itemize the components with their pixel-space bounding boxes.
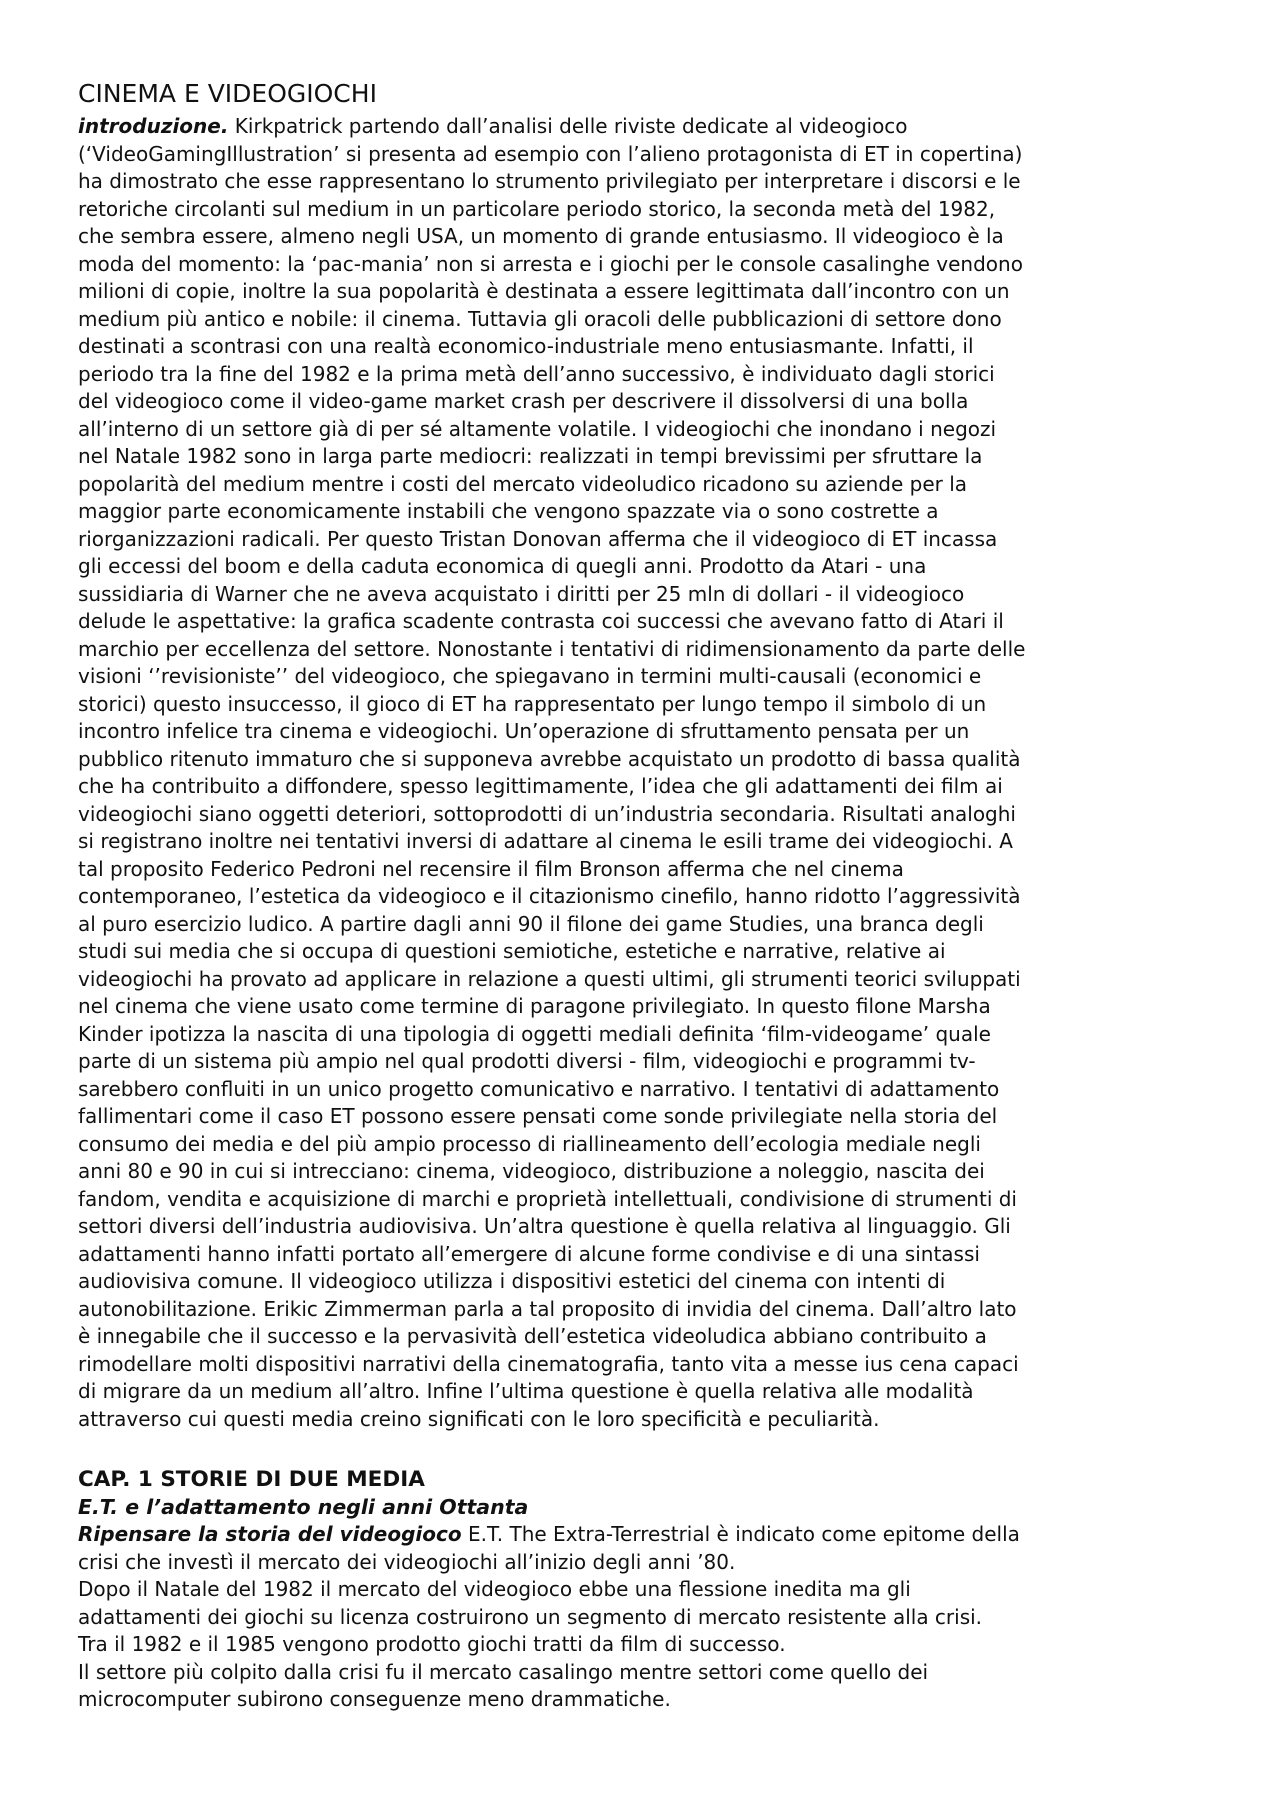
text-line: visioni ‘’revisioniste’’ del videogioco, che spiegavano in termini multi-causali (economici e — [78, 664, 982, 688]
text-line: che sembra essere, almeno negli USA, un momento di grande entusiasmo. Il videogioco è la — [78, 224, 1004, 248]
text-line: storici) questo insuccesso, il gioco di ET ha rappresentato per lungo tempo il simbolo di un — [78, 691, 987, 716]
text-line-content: E.T. The Extra-Terrestrial è indicato come epitome della — [461, 1522, 1020, 1546]
text-line: (‘VideoGamingIllustration’ si presenta ad esempio con l’alieno protagonista di ET in copertina) — [78, 141, 1023, 166]
text-line: sussidiaria di Warner che ne aveva acquistato i diritti per 25 mln di dollari - il videogioco — [78, 581, 965, 606]
text-line: Dopo il Natale del 1982 il mercato del videogioco ebbe una flessione inedita ma gli — [78, 1577, 911, 1601]
text-line: audiovisiva comune. Il videogioco utilizza i dispositivi estetici del cinema con intenti di — [78, 1269, 946, 1293]
text-line: destinati a scontrasi con una realtà economico-industriale meno entusiasmante. Infatti, il — [78, 334, 974, 358]
text-line: è innegabile che il successo e la pervasività dell’estetica videoludica abbiano contribuito a — [78, 1324, 987, 1348]
text-line: milioni di copie, inoltre la sua popolarità è destinata a essere legittimata dall’incontro con un — [78, 279, 1010, 303]
text-line: all’interno di un settore già di per sé altamente volatile. I videogiochi che inondano i negozi — [78, 416, 997, 441]
text-line: anni 80 e 90 in cui si intrecciano: cinema, videogioco, distribuzione a noleggio, nascita dei — [78, 1159, 985, 1183]
text-line: maggior parte economicamente instabili che vengono spazzate via o sono costrette a — [78, 499, 939, 523]
text-line: Tra il 1982 e il 1985 vengono prodotto giochi tratti da film di successo. — [78, 1632, 786, 1656]
text-line: si registrano inoltre nei tentativi inversi di adattare al cinema le esili trame dei videogiochi. A — [78, 829, 1013, 853]
text-line: studi sui media che si occupa di questioni semiotiche, estetiche e narrative, relative ai — [78, 939, 946, 963]
text-line-content: Kirkpatrick partendo dall’analisi delle riviste dedicate al videogioco — [228, 114, 908, 138]
text-line: settori diversi dell’industria audiovisiva. Un’altra questione è quella relativa al linguaggio. Gli — [78, 1214, 1011, 1238]
text-line: parte di un sistema più ampio nel qual prodotti diversi - film, videogiochi e programmi tv- — [78, 1049, 976, 1073]
text-line: marchio per eccellenza del settore. Nonostante i tentativi di ridimensionamento da parte delle — [78, 636, 1026, 661]
text-line: al puro esercizio ludico. A partire dagli anni 90 il filone dei game Studies, una branca degli — [78, 911, 984, 936]
text-line: ha dimostrato che esse rappresentano lo strumento privilegiato per interpretare i discorsi e le — [78, 169, 1021, 193]
text-line: popolarità del medium mentre i costi del mercato videoludico ricadono su aziende per la — [78, 471, 968, 496]
text-line — [78, 1521, 1020, 1549]
text-line: che ha contribuito a diffondere, spesso legittimamente, l’idea che gli adattamenti dei film ai — [78, 774, 1003, 798]
text-line: consumo dei media e del più ampio processo di riallineamento dell’ecologia mediale negli — [78, 1131, 981, 1156]
text-line: del videogioco come il video-game market crash per descrivere il dissolversi di una bolla — [78, 389, 969, 413]
text-line: Kinder ipotizza la nascita di una tipologia di oggetti mediali definita ‘film-videogame’ quale — [78, 1021, 991, 1046]
text-line: rimodellare molti dispositivi narrativi della cinematografia, tanto vita a messe ius cena capaci — [78, 1351, 1019, 1376]
text-line: adattamenti dei giochi su licenza costruirono un segmento di mercato resistente alla crisi. — [78, 1604, 983, 1629]
text-line: crisi che investì il mercato dei videogiochi all’inizio degli anni ’80. — [78, 1549, 736, 1574]
text-line: moda del momento: la ‘pac-mania’ non si arresta e i giochi per le console casalinghe vendono — [78, 251, 1023, 276]
intro-paragraph — [78, 113, 1025, 1433]
text-line: pubblico ritenuto immaturo che si supponeva avrebbe acquistato un prodotto di bassa qualità — [78, 746, 1021, 771]
chapter-subheading: E.T. e l’adattamento negli anni Ottanta — [78, 1495, 529, 1519]
chapter-paragraph — [78, 1521, 1020, 1714]
text-line: videogiochi siano oggetti deteriori, sottoprodotti di un’industria secondaria. Risultati analoghi — [78, 801, 1016, 826]
text-line: nel Natale 1982 sono in larga parte mediocri: realizzati in tempi brevissimi per sfruttare la — [78, 444, 983, 468]
text-line: riorganizzazioni radicali. Per questo Tristan Donovan afferma che il videogioco di ET incassa — [78, 526, 998, 551]
text-line: medium più antico e nobile: il cinema. Tuttavia gli oracoli delle pubblicazioni di settore dono — [78, 306, 1002, 331]
text-line: delude le aspettative: la grafica scadente contrasta coi successi che avevano fatto di Atari il — [78, 609, 1004, 633]
text-line: fandom, vendita e acquisizione di marchi e proprietà intellettuali, condivisione di strumenti di — [78, 1186, 1017, 1211]
text-line: retoriche circolanti sul medium in un particolare periodo storico, la seconda metà del 1982, — [78, 196, 996, 221]
document-title: CINEMA E VIDEOGIOCHI — [78, 79, 377, 108]
text-line: di migrare da un medium all’altro. Infine l’ultima questione è quella relativa alle modalità — [78, 1379, 974, 1403]
text-line: gli eccessi del boom e della caduta economica di quegli anni. Prodotto da Atari - una — [78, 554, 927, 578]
text-line: nel cinema che viene usato come termine di paragone privilegiato. In questo filone Marsha — [78, 994, 991, 1018]
text-line: autonobilitazione. Erikic Zimmerman parla a tal proposito di invidia del cinema. Dall’altro lato — [78, 1296, 1017, 1321]
paragraph-lead: Ripensare la storia del videogioco — [78, 1522, 462, 1546]
text-line: Il settore più colpito dalla crisi fu il mercato casalingo mentre settori come quello dei — [78, 1659, 929, 1684]
text-line: tal proposito Federico Pedroni nel recensire il film Bronson afferma che nel cinema — [78, 856, 904, 881]
text-line: incontro infelice tra cinema e videogiochi. Un’operazione di sfruttamento pensata per un — [78, 719, 970, 743]
text-line: attraverso cui questi media creino significati con le loro specificità e peculiarità. — [78, 1406, 880, 1431]
text-line: fallimentari come il caso ET possono essere pensati come sonde privilegiate nella storia del — [78, 1104, 998, 1128]
text-line: adattamenti hanno infatti portato all’emergere di alcune forme condivise e di una sintassi — [78, 1241, 980, 1266]
text-line: microcomputer subirono conseguenze meno drammatiche. — [78, 1687, 671, 1711]
text-line: contemporaneo, l’estetica da videogioco e il citazionismo cinefilo, hanno ridotto l’aggressività — [78, 884, 1021, 908]
text-line — [78, 113, 1025, 141]
text-line: sarebbero confluiti in un unico progetto comunicativo e narrativo. I tentativi di adattamento — [78, 1076, 1000, 1101]
text-line: videogiochi ha provato ad applicare in relazione a questi ultimi, gli strumenti teorici sviluppati — [78, 966, 1021, 991]
paragraph-lead: introduzione. — [78, 114, 229, 138]
chapter-heading: CAP. 1 STORIE DI DUE MEDIA — [78, 1467, 425, 1492]
text-line: periodo tra la fine del 1982 e la prima metà dell’anno successivo, è individuato dagli storici — [78, 361, 995, 386]
